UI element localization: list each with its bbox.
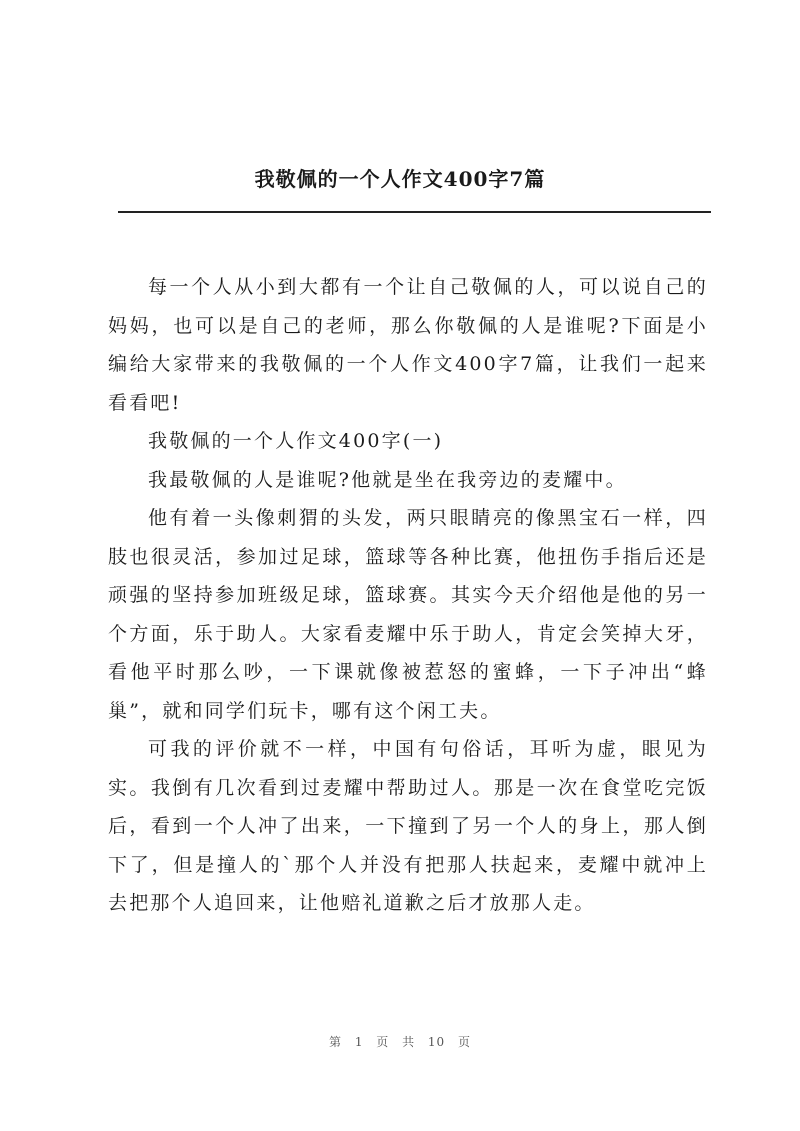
paragraph-intro: 每一个人从小到大都有一个让自己敬佩的人，可以说自己的妈妈，也可以是自己的老师，那么你敬佩的人是谁呢?下面是小编给大家带来的我敬佩的一个人作文400字7篇，让我们一起来看看吧! [108,276,708,414]
section-heading: 我敬佩的一个人作文400字(一) [148,430,444,452]
title-underline [118,211,711,213]
paragraph: 他有着一头像刺猬的头发，两只眼睛亮的像黑宝石一样，四肢也很灵活，参加过足球，篮球等各种比赛，他扭伤手指后还是顽强的坚持参加班级足球，篮球赛。其实今天介绍他是他的另一个方面，乐于助人。大家看麦耀中乐于助人，肯定会笑掉大牙，看他平时那么吵，一下课就像被惹怒的蜜蜂，一下子冲出“蜂巢”，就和同学们玩卡，哪有这个闲工夫。 [108,507,708,722]
paragraph: 我最敬佩的人是谁呢?他就是坐在我旁边的麦耀中。 [148,468,627,491]
document-body [108,268,708,923]
page-number-footer: 第 1 页 共 10 页 [329,1035,471,1049]
paragraph: 可我的评价就不一样，中国有句俗话，耳听为虚，眼见为实。我倒有几次看到过麦耀中帮助过人。那是一次在食堂吃完饭后，看到一个人冲了出来，一下撞到了另一个人的身上，那人倒下了，但是撞人的`那个人并没有把那人扶起来，麦耀中就冲上去把那个人追回来，让他赔礼道歉之后才放那人走。 [108,738,708,914]
document-title: 我敬佩的一个人作文400字7篇 [254,167,546,191]
